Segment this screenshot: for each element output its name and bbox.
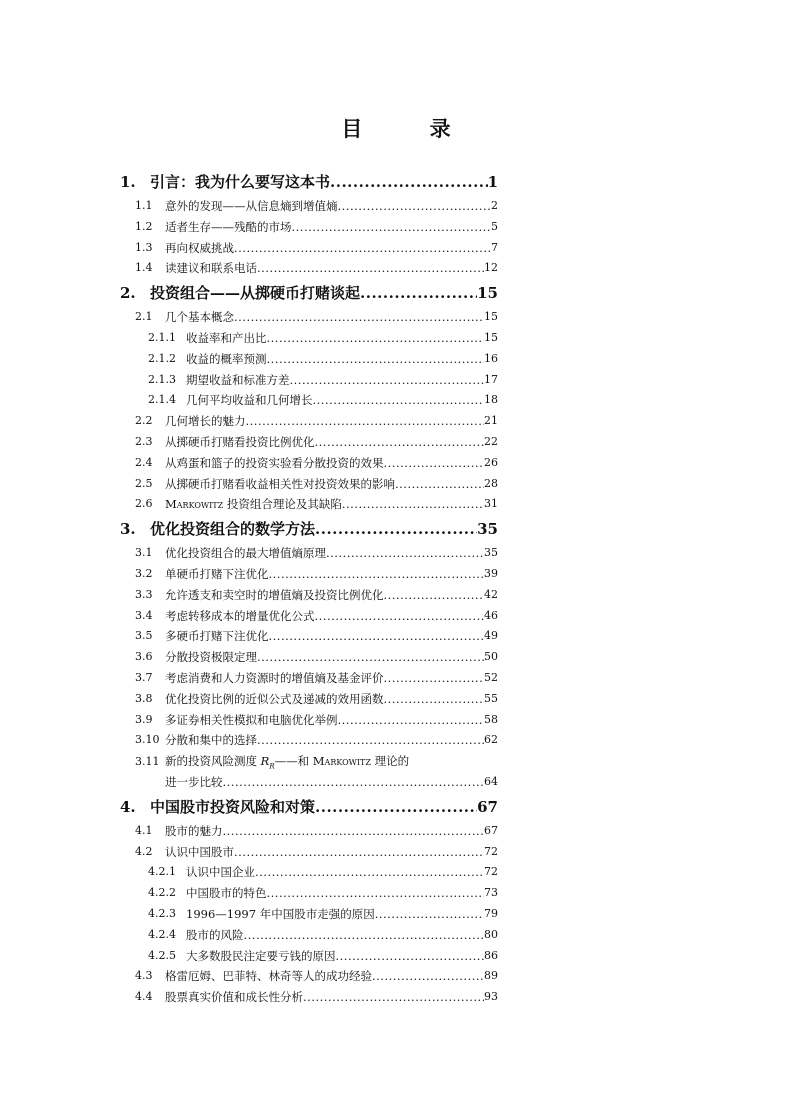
toc-text: 从掷硬币打赌看投资比例优化 — [165, 434, 315, 449]
toc-section-3-9[interactable] — [120, 710, 498, 731]
toc-text: 投资组合——从掷硬币打赌谈起 — [150, 284, 361, 303]
toc-page: 21 — [484, 414, 498, 428]
toc-number: 1.4 — [135, 261, 153, 275]
toc-text: 多证券相关性模拟和电脑优化举例 — [165, 712, 338, 727]
toc-text-tail: 投资组合理论及其缺陷 — [223, 497, 342, 512]
toc-chapter-1[interactable] — [120, 170, 498, 194]
toc-section-4-2[interactable] — [120, 842, 498, 863]
toc-section-3-7[interactable] — [120, 668, 498, 689]
toc-section-2-5[interactable] — [120, 474, 498, 495]
toc-subsection-4-2-1[interactable] — [120, 862, 498, 883]
toc-section-2-1[interactable] — [120, 307, 498, 328]
toc-leader — [257, 647, 484, 668]
toc-text: 认识中国企业 — [186, 865, 255, 880]
toc-subsection-4-2-2[interactable] — [120, 883, 498, 904]
toc-page: 73 — [484, 886, 498, 900]
toc-leader — [384, 453, 485, 474]
toc-leader — [269, 564, 485, 585]
toc-leader — [234, 307, 484, 328]
toc-page: 35 — [477, 520, 498, 539]
toc-section-3-3[interactable] — [120, 585, 498, 606]
risk-symbol: R — [260, 754, 270, 769]
toc-leader — [223, 821, 485, 842]
toc-text: 收益的概率预测 — [186, 351, 267, 366]
toc-page: 18 — [484, 393, 498, 407]
toc-number: 2.1.2 — [148, 351, 176, 365]
toc-page: 89 — [484, 969, 498, 983]
toc-leader — [375, 904, 484, 925]
toc-section-1-2[interactable] — [120, 217, 498, 238]
toc-page: 79 — [484, 906, 498, 920]
toc-leader — [267, 349, 485, 370]
toc-number: 1.2 — [135, 219, 153, 233]
toc-text: 从掷硬币打赌看收益相关性对投资效果的影响 — [165, 476, 395, 491]
toc-text: 优化投资组合的最大增值熵原理 — [165, 546, 326, 561]
toc-chapter-2[interactable] — [120, 281, 498, 305]
toc-number: 3.8 — [135, 691, 153, 705]
toc-leader — [384, 585, 485, 606]
toc-page: 28 — [484, 476, 498, 490]
toc-page: 80 — [484, 927, 498, 941]
toc-number: 3.9 — [135, 712, 153, 726]
toc-section-3-8[interactable] — [120, 689, 498, 710]
toc-leader — [267, 883, 485, 904]
toc-leader — [384, 689, 485, 710]
toc-number: 3.5 — [135, 629, 153, 643]
toc-text: 格雷厄姆、巴菲特、林奇等人的成功经验 — [165, 969, 372, 984]
toc-text: 股市的风险 — [186, 927, 244, 942]
toc-text-part-c: 理论的 — [370, 754, 410, 769]
toc-page: 39 — [484, 566, 498, 580]
toc-leader — [395, 474, 484, 495]
page-title: 目 录 — [341, 116, 481, 141]
toc-number: 4.2.2 — [148, 886, 176, 900]
toc-section-3-11[interactable] — [135, 751, 498, 772]
toc-leader — [315, 432, 485, 453]
toc-text: 期望收益和标准方差 — [186, 372, 290, 387]
toc-page: 2 — [491, 199, 498, 212]
toc-section-4-1[interactable] — [120, 821, 498, 842]
toc-text: 优化投资组合的数学方法 — [150, 520, 316, 539]
toc-page: 86 — [484, 948, 498, 962]
toc-number: 1. — [120, 173, 136, 191]
toc-page: 31 — [484, 497, 498, 511]
toc-text: 几何平均收益和几何增长 — [186, 393, 313, 408]
toc-number: 2.1.3 — [148, 372, 176, 386]
toc-number: 3.10 — [135, 733, 160, 747]
toc-subsection-4-2-4[interactable] — [120, 925, 498, 946]
toc-leader — [257, 730, 484, 751]
toc-page: 72 — [484, 865, 498, 879]
toc-author-name: Markowitz — [165, 497, 224, 512]
toc-page: 58 — [484, 712, 498, 726]
toc-subsection-2-1-2[interactable] — [120, 349, 498, 370]
toc-page: 15 — [484, 310, 498, 324]
toc-section-3-4[interactable] — [120, 606, 498, 627]
toc-leader — [384, 668, 485, 689]
toc-leader — [315, 517, 477, 541]
toc-leader — [372, 966, 484, 987]
toc-number: 2.5 — [135, 476, 153, 490]
toc-chapter-4[interactable] — [120, 795, 498, 819]
toc-page: 55 — [484, 691, 498, 705]
toc-number: 2.2 — [135, 414, 153, 428]
toc-leader — [255, 862, 484, 883]
toc-number: 4.2.3 — [148, 906, 176, 920]
toc-page: 1 — [487, 173, 498, 191]
toc-section-1-1[interactable] — [120, 196, 498, 217]
toc-section-3-2[interactable] — [120, 564, 498, 585]
toc-number: 4.3 — [135, 969, 153, 983]
toc-section-2-3[interactable] — [120, 432, 498, 453]
toc-subsection-2-1-1[interactable] — [120, 328, 498, 349]
toc-number: 3.11 — [135, 755, 160, 769]
toc-text: 股票真实价值和成长性分析 — [165, 990, 303, 1005]
toc-leader — [246, 411, 485, 432]
toc-leader — [330, 170, 488, 194]
toc-number: 2.4 — [135, 455, 153, 469]
toc-section-3-5[interactable] — [120, 626, 498, 647]
toc-number: 2.1 — [135, 310, 153, 324]
toc-number: 4.1 — [135, 823, 153, 837]
toc-page: 49 — [484, 629, 498, 643]
toc-section-3-11-continued[interactable] — [120, 772, 498, 793]
toc-number: 3.6 — [135, 650, 153, 664]
toc-leader — [257, 258, 484, 279]
toc-text-part-a: 新的投资风险测度 — [165, 754, 261, 769]
toc-text: 大多数股民注定要亏钱的原因 — [186, 948, 336, 963]
toc-leader — [342, 494, 484, 515]
toc-number: 4.2 — [135, 844, 153, 858]
toc-text: 读建议和联系电话 — [165, 261, 257, 276]
toc-subsection-4-2-5[interactable] — [120, 946, 498, 967]
toc-number: 3. — [120, 520, 136, 539]
toc-subsection-2-1-3[interactable] — [120, 370, 498, 391]
toc-number: 2.1.1 — [148, 330, 176, 344]
toc-leader — [290, 370, 485, 391]
toc-page: 15 — [477, 284, 498, 303]
toc-section-4-3[interactable] — [120, 966, 498, 987]
toc-page: 35 — [484, 546, 498, 560]
toc-text: 1996—1997 年中国股市走强的原因 — [186, 906, 375, 921]
toc-author-name: Markowitz — [312, 754, 371, 769]
toc-page: 26 — [484, 455, 498, 469]
toc-leader — [292, 217, 492, 238]
toc-number: 3.7 — [135, 670, 153, 684]
toc-page: 12 — [484, 261, 498, 275]
toc-text: 允许透支和卖空时的增值熵及投资比例优化 — [165, 587, 384, 602]
toc-text: 单硬币打赌下注优化 — [165, 566, 269, 581]
toc-subsection-2-1-4[interactable] — [120, 390, 498, 411]
toc-text: 分散投资极限定理 — [165, 650, 257, 665]
toc-text: 中国股市投资风险和对策 — [150, 797, 316, 816]
table-of-contents — [120, 170, 498, 1008]
toc-text-continued: 进一步比较 — [165, 774, 223, 789]
toc-page: 72 — [484, 844, 498, 858]
toc-number: 2.6 — [135, 497, 153, 511]
toc-text: 意外的发现——从信息熵到增值熵 — [165, 199, 338, 213]
toc-text: 几何增长的魅力 — [165, 414, 246, 429]
toc-number: 4.2.1 — [148, 865, 176, 879]
toc-text: 分散和集中的选择 — [165, 733, 257, 748]
toc-number: 3.3 — [135, 587, 153, 601]
toc-page: 67 — [477, 797, 498, 816]
toc-section-2-6[interactable] — [120, 494, 498, 515]
toc-page: 15 — [484, 330, 498, 344]
toc-page: 7 — [491, 240, 498, 254]
toc-leader — [234, 842, 484, 863]
toc-leader — [234, 238, 491, 259]
toc-number: 4.2.4 — [148, 927, 176, 941]
toc-page: 16 — [484, 351, 498, 365]
toc-number: 3.1 — [135, 546, 153, 560]
toc-text: 股市的魅力 — [165, 823, 223, 838]
risk-symbol-subscript: R — [269, 762, 275, 771]
toc-text: 中国股市的特色 — [186, 886, 267, 901]
toc-page: 42 — [484, 587, 498, 601]
toc-text: 几个基本概念 — [165, 310, 234, 325]
toc-text: 优化投资比例的近似公式及递减的效用函数 — [165, 691, 384, 706]
toc-page: 62 — [484, 733, 498, 747]
toc-number: 3.4 — [135, 608, 153, 622]
toc-leader — [313, 390, 485, 411]
toc-text: 引言：我为什么要写这本书 — [150, 173, 331, 191]
toc-leader — [269, 626, 485, 647]
toc-page: 64 — [484, 774, 498, 788]
toc-text: 多硬币打赌下注优化 — [165, 629, 269, 644]
toc-text — [165, 494, 342, 515]
toc-text: 再向权威挑战 — [165, 240, 234, 255]
toc-leader — [303, 987, 484, 1008]
toc-chapter-3[interactable] — [120, 517, 498, 541]
toc-page: 17 — [484, 372, 498, 386]
toc-page: 46 — [484, 608, 498, 622]
toc-text: 收益率和产出比 — [186, 330, 267, 345]
toc-text: 考虑转移成本的增量优化公式 — [165, 608, 315, 623]
toc-section-3-10[interactable] — [120, 730, 498, 751]
toc-number: 4. — [120, 797, 136, 816]
toc-leader — [326, 543, 484, 564]
toc-leader — [267, 328, 485, 349]
toc-section-4-4[interactable] — [120, 987, 498, 1008]
toc-page: 5 — [491, 219, 498, 233]
toc-section-2-2[interactable] — [120, 411, 498, 432]
toc-page: 22 — [484, 434, 498, 448]
toc-number: 2. — [120, 284, 136, 303]
toc-number: 2.3 — [135, 434, 153, 448]
toc-section-2-4[interactable] — [120, 453, 498, 474]
toc-leader — [315, 606, 485, 627]
toc-leader — [336, 946, 485, 967]
toc-text: 适者生存——残酷的市场 — [165, 219, 292, 234]
toc-number: 3.2 — [135, 566, 153, 580]
toc-leader — [338, 710, 485, 731]
toc-number: 1.3 — [135, 240, 153, 254]
toc-number: 4.4 — [135, 990, 153, 1004]
toc-page: 67 — [484, 823, 498, 837]
toc-section-1-3[interactable] — [120, 238, 498, 259]
toc-text: 考虑消费和人力资源时的增值熵及基金评价 — [165, 670, 384, 685]
toc-text: 认识中国股市 — [165, 844, 234, 859]
toc-text: 从鸡蛋和篮子的投资实验看分散投资的效果 — [165, 455, 384, 470]
toc-page: 50 — [484, 650, 498, 664]
toc-leader — [223, 772, 485, 793]
toc-page: 52 — [484, 670, 498, 684]
toc-subsection-4-2-3[interactable] — [120, 904, 498, 925]
toc-section-3-6[interactable] — [120, 647, 498, 668]
toc-leader — [338, 196, 492, 217]
toc-section-1-4[interactable] — [120, 258, 498, 279]
toc-text-part-b: ——和 — [274, 754, 313, 769]
toc-page: 93 — [484, 990, 498, 1004]
toc-number: 2.1.4 — [148, 393, 176, 407]
toc-number: 4.2.5 — [148, 948, 176, 962]
toc-leader — [315, 795, 477, 819]
toc-leader — [360, 281, 477, 305]
toc-section-3-1[interactable] — [120, 543, 498, 564]
toc-number: 1.1 — [135, 199, 153, 212]
toc-leader — [244, 925, 485, 946]
